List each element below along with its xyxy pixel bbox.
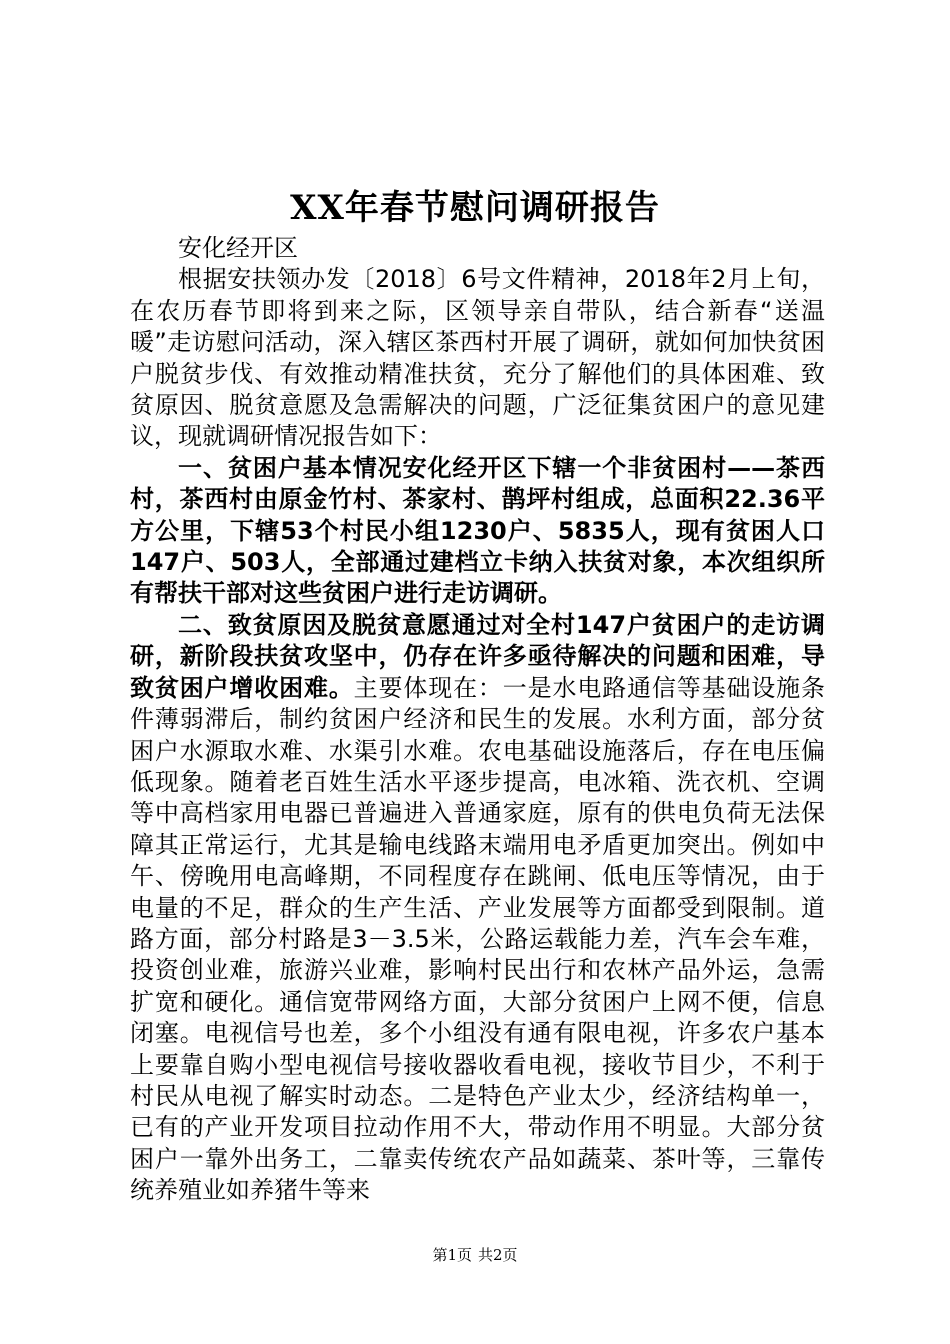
page-number-current: 第1页: [432, 1246, 472, 1264]
page-footer: [0, 1245, 950, 1265]
document-body: [130, 233, 825, 1207]
author-line: 安化经开区: [178, 234, 298, 262]
page-number-total: 共2页: [478, 1246, 518, 1264]
paragraph-section-1: 一、贫困户基本情况安化经开区下辖一个非贫困村——茶西村，茶西村由原金竹村、茶家村、鹊坪村组成，总面积22.36平方公里，下辖53个村民小组1230户、5835人，现有贫困人口147户、503人，全部通过建档立卡纳入扶贫对象，本次组织所有帮扶干部对这些贫困户进行走访调研。: [130, 453, 825, 608]
section-2-heading: 二、致贫原因及脱贫意愿通过对全村147户贫困户的走访调研，新阶段扶贫攻坚中，仍存在许多亟待解决的问题和困难，导致贫困户增收困难。: [130, 610, 825, 702]
paragraph-section-2: [130, 610, 825, 1207]
section-2-body: 主要体现在：一是水电路通信等基础设施条件薄弱滞后，制约贫困户经济和民生的发展。水利方面，部分贫困户水源取水难、水渠引水难。农电基础设施落后，存在电压偏低现象。随着老百姓生活水平逐步提高，电冰箱、洗衣机、空调等中高档家用电器已普遍进入普通家庭，原有的供电负荷无法保障其正常运行，尤其是输电线路末端用电矛盾更加突出。例如中午、傍晚用电高峰期，不同程度存在跳闸、低电压等情况，由于电量的不足，群众的生产生活、产业发展等方面都受到限制。道路方面，部分村路是3－3.5米，公路运载能力差，汽车会车难，投资创业难，旅游兴业难，影响村民出行和农林产品外运，急需扩宽和硬化。通信宽带网络方面，大部分贫困户上网不便，信息闭塞。电视信号也差，多个小组没有通有限电视，许多农户基本上要靠自购小型电视信号接收器收看电视，接收节目少，不利于村民从电视了解实时动态。二是特色产业太少，经济结构单一，已有的产业开发项目拉动作用不大，带动作用不明显。大部分贫困户一靠外出务工，二靠卖传统农产品如蔬菜、茶叶等，三靠传统养殖业如养猪牛等来: [130, 673, 826, 1205]
paragraph-intro: 根据安扶领办发〔2018〕6号文件精神，2018年2月上旬，在农历春节即将到来之际，区领导亲自带队，结合新春“送温暖”走访慰问活动，深入辖区茶西村开展了调研，就如何加快贫困户脱贫步伐、有效推动精准扶贫，充分了解他们的具体困难、致贫原因、脱贫意愿及急需解决的问题，广泛征集贫困户的意见建议，现就调研情况报告如下：: [130, 265, 825, 451]
document-title: XX年春节慰问调研报告: [290, 188, 660, 228]
